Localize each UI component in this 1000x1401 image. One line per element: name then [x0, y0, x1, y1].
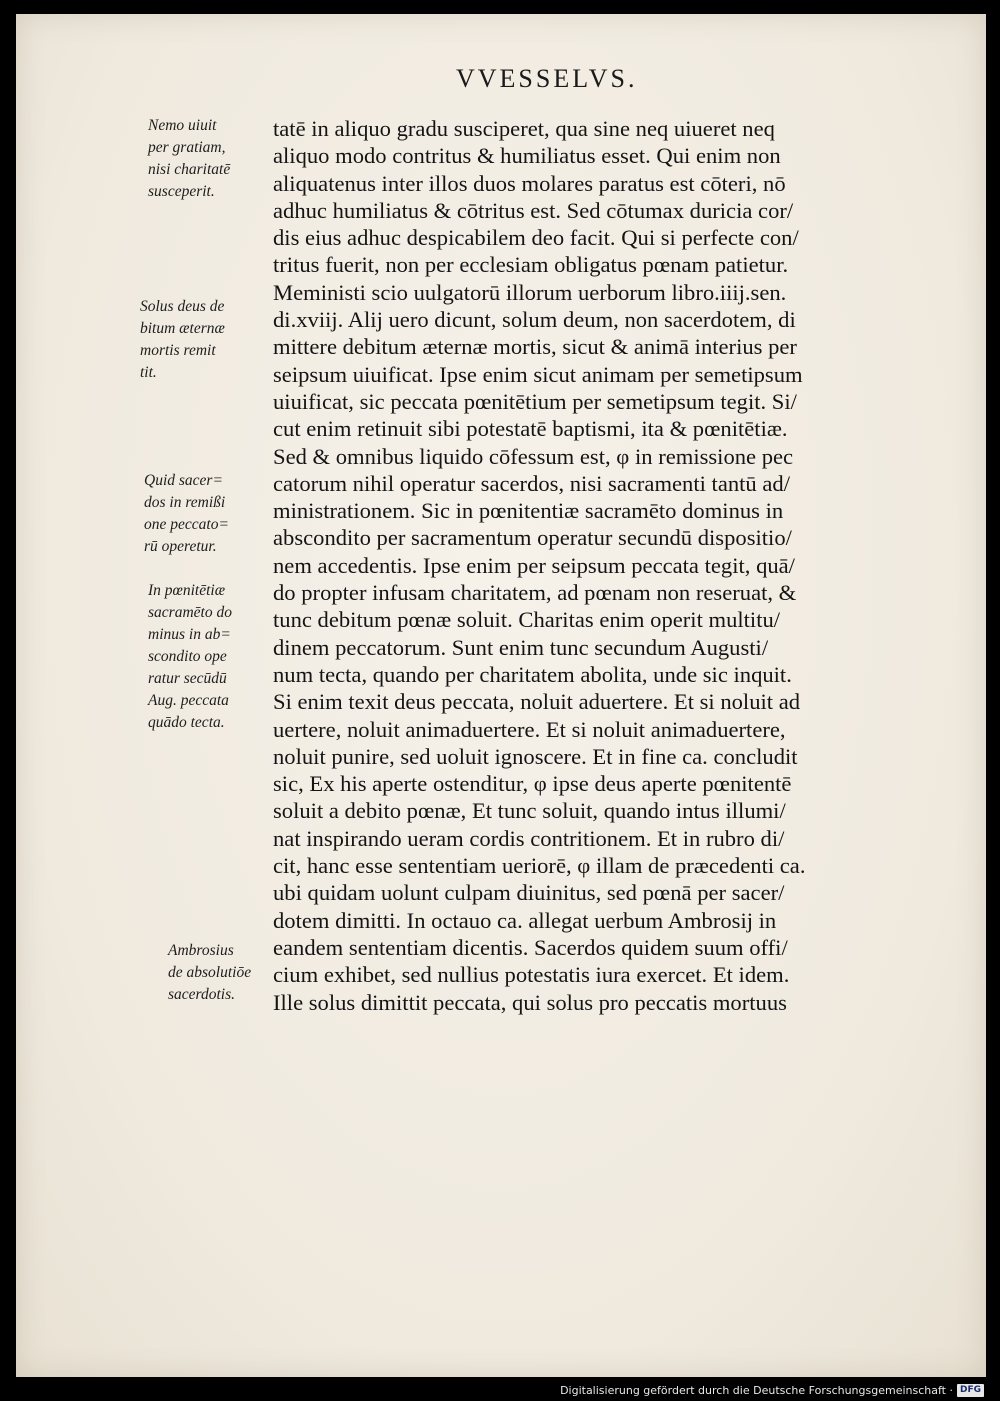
text-line: nem accedentis. Ipse enim per seipsum peccata tegit, quā/	[273, 552, 795, 578]
text-line: Si enim texit deus peccata, noluit aduertere. Et si noluit ad	[273, 689, 801, 715]
text-line: aliquo modo contritus & humiliatus esset. Qui enim non	[273, 143, 781, 169]
text-line: dis eius adhuc despicabilem deo facit. Qui si perfecte con/	[273, 225, 799, 251]
text-line: ministrationem. Sic in pœnitentiæ sacramēto dominus in	[273, 498, 784, 524]
running-title: VVESSELVS.	[456, 64, 638, 93]
text-line: seipsum uiuificat. Ipse enim sicut animam per semetipsum	[273, 361, 803, 387]
text-line: do propter infusam charitatem, ad pœnam non reseruat, &	[273, 580, 797, 606]
text-line: aliquatenus inter illos duos molares paratus est cōteri, nō	[273, 170, 786, 196]
dfg-logo-icon: DFG	[957, 1384, 984, 1397]
marginal-note-nemo-uiuit: Nemo uiuit per gratiam, nisi charitatē susceperit.	[148, 117, 231, 200]
book-page	[16, 14, 986, 1377]
digitization-credit	[560, 1381, 984, 1399]
credit-text: Digitalisierung gefördert durch die Deutsche Forschungsgemeinschaft ·	[560, 1383, 953, 1397]
text-line: catorum nihil operatur sacerdos, nisi sacramenti tantū ad/	[273, 470, 790, 496]
text-line: uiuificat, sic peccata pœnitētium per semetipsum tegit. Si/	[273, 388, 797, 414]
main-text-block	[273, 115, 943, 1016]
text-line: noluit punire, sed uoluit ignoscere. Et in fine ca. concludit	[273, 743, 798, 769]
text-line: tritus fuerit, non per ecclesiam obligatus pœnam patietur.	[273, 252, 789, 278]
text-line: tatē in aliquo gradu susciperet, qua sine neq uiueret neq	[273, 116, 775, 141]
text-line: di.xviij. Alij uero dicunt, solum deum, non sacerdotem, di	[273, 307, 796, 333]
text-line: abscondito per sacramentum operatur secundū dispositio/	[273, 525, 792, 551]
text-line: mittere debitum æternæ mortis, sicut & animā interius per	[273, 334, 797, 360]
text-line: Ille solus dimittit peccata, qui solus pro peccatis mortuus	[273, 989, 787, 1015]
text-line: cium exhibet, sed nullius potestatis iura exercet. Et idem.	[273, 962, 790, 988]
text-line: dinem peccatorum. Sunt enim tunc secundum Augusti/	[273, 634, 769, 660]
text-line: nat inspirando ueram cordis contritionem. Et in rubro di/	[273, 825, 785, 851]
marginal-note-ambrosius: Ambrosius de absolutiōe sacerdotis.	[168, 942, 252, 1003]
text-line: uertere, noluit animaduertere. Et si noluit animaduertere,	[273, 716, 786, 742]
text-line: eandem sententiam dicentis. Sacerdos quidem suum offi/	[273, 934, 788, 960]
text-line: Meministi scio uulgatorū illorum uerborum libro.iiij.sen.	[273, 279, 787, 305]
text-line: cut enim retinuit sibi potestatē baptismi, ita & pœnitētiæ.	[273, 416, 788, 442]
marginal-note-in-poenitentiae: In pœnitētiæ sacramēto do minus in ab= scondito ope ratur secūdū Aug. peccata quādo tecta.	[148, 582, 232, 731]
text-line: sic, Ex his aperte ostenditur, φ ipse deus aperte pœnitentē	[273, 771, 792, 797]
marginal-note-solus-deus: Solus deus de bitum æternæ mortis remit tit.	[140, 298, 225, 381]
text-line: tunc debitum pœnæ soluit. Charitas enim operit multitu/	[273, 607, 781, 633]
text-line: cit, hanc esse sententiam ueriorē, φ illam de præcedenti ca.	[273, 853, 806, 879]
text-line: dotem dimitti. In octauo ca. allegat uerbum Ambrosij in	[273, 907, 777, 933]
marginal-note-quid-sacerdos: Quid sacer= dos in remißi one peccato= rū operetur.	[144, 472, 229, 555]
text-line: ubi quidam uolunt culpam diuinitus, sed pœnā per sacer/	[273, 880, 785, 906]
text-line: soluit a debito pœnæ, Et tunc soluit, quando intus illumi/	[273, 798, 786, 824]
text-line: adhuc humiliatus & cōtritus est. Sed cōtumax duricia cor/	[273, 197, 794, 223]
text-line: Sed & omnibus liquido cōfessum est, φ in remissione pec	[273, 443, 794, 469]
text-line: num tecta, quando per charitatem abolita, unde sic inquit.	[273, 661, 792, 687]
